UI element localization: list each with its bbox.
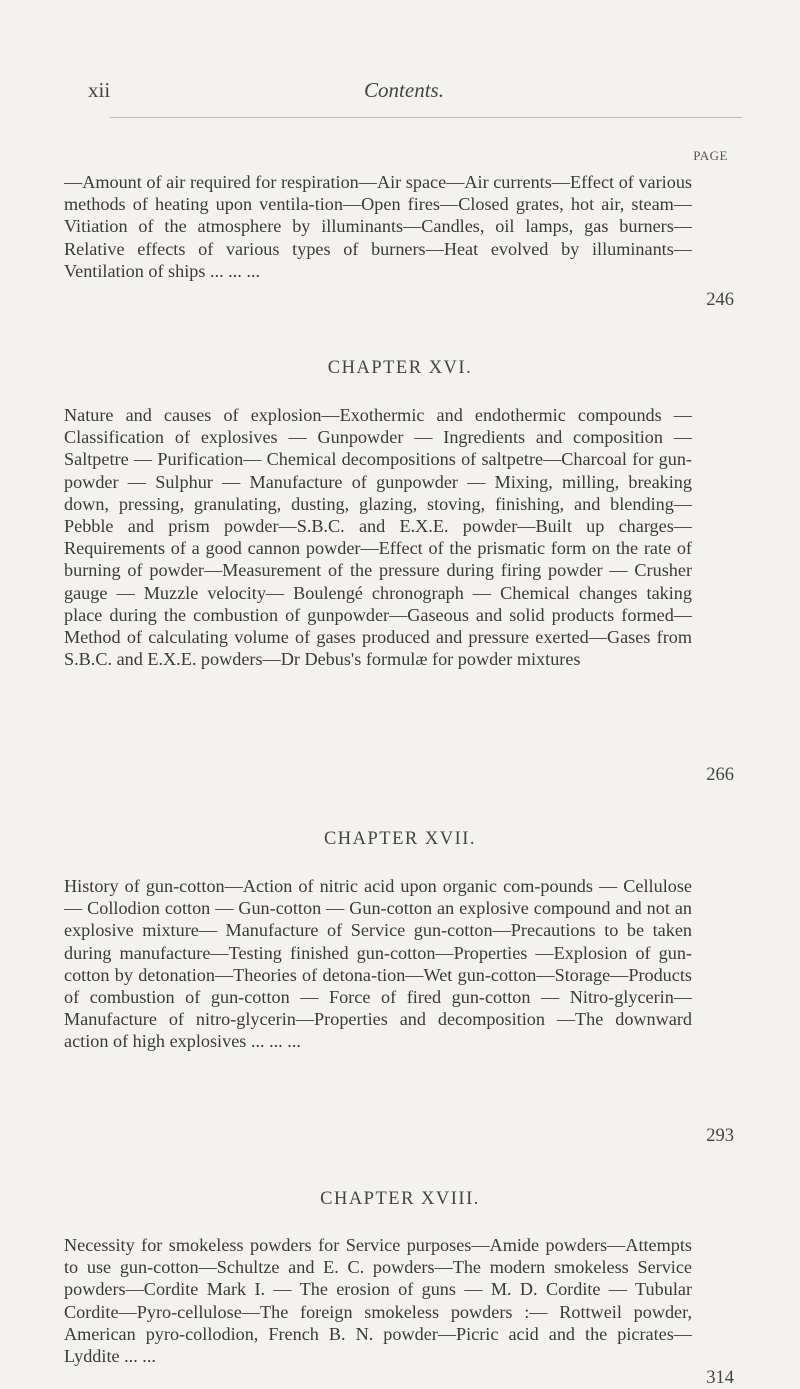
entry-text xyxy=(64,875,692,1053)
entry-text-content: Necessity for smokeless powders for Service purposes—Amide powders—Attempts to use gun-cotton—Schultze and E. C. powders—The modern smokeless Service powders—Cordite Mark I. — The erosion of guns — M. D. Cordite — Tubular Cordite—Pyro-cellulose—The foreign smokeless powders :— Rottweil powder, American pyro-collodion, French B. N. powder—Picric acid and the picrates—Lyddite ... ... xyxy=(64,1235,692,1367)
running-title: Contents. xyxy=(364,78,444,102)
entry-text xyxy=(64,1234,692,1367)
chapter-heading-xvii: CHAPTER XVII. xyxy=(323,829,477,849)
entry-text-content: Nature and causes of explosion—Exothermic and endothermic compounds — Classification of explosives — Gunpowder — Ingredients and composition — Saltpetre — Purification— Chemical decompositions of saltpetre—Charcoal for gun-powder — Sulphur — Manufacture of gunpowder — Mixing, milling, breaking down, pressing, granulating, dusting, glazing, stoving, finishing, and blending—Pebble and prism powder—S.B.C. and E.X.E. powder—Built up charges—Requirements of a good cannon powder—Effect of the prismatic form on the rate of burning of powder—Measurement of the pressure during firing powder — Crusher gauge — Muzzle velocity— Boulengé chronograph — Chemical changes taking place during the combustion of gunpowder—Gaseous and solid products formed—Method of calculating volume of gases produced and pressure exerted—Gases from S.B.C. and E.X.E. powders—Dr Debus's formulæ for powder mixtures xyxy=(64,405,692,670)
page-folio: xii xyxy=(88,78,111,102)
header-rule xyxy=(110,117,742,118)
entry-page-number: 293 xyxy=(706,1126,734,1146)
entry-text xyxy=(64,404,692,670)
entry-text: —Amount of air required for respiration—Air space—Air currents—Effect of various methods of heating upon ventila-tion—Open fires—Closed grates, hot air, steam—Vitiation of the atmosphere by illuminants—Candles, oil lamps, gas burners—Relative effects of various types of burners—Heat evolved by illuminants—Ventilation of ships ... ... ... xyxy=(64,172,692,281)
entry-page-number: 314 xyxy=(706,1368,734,1388)
chapter-heading-xviii: CHAPTER XVIII. xyxy=(320,1189,480,1209)
page-column-label: PAGE xyxy=(693,148,728,163)
chapter-heading-xvi: CHAPTER XVI. xyxy=(327,358,473,378)
entry-text-content: History of gun-cotton—Action of nitric acid upon organic com-pounds — Cellulose — Collodion cotton — Gun-cotton — Gun-cotton an explosive compound and not an explosive mixture— Manufacture of Service gun-cotton—Precautions to be taken during manufacture—Testing finished gun-cotton—Properties —Explosion of gun-cotton by detonation—Theories of detona-tion—Wet gun-cotton—Storage—Products of combustion of gun-cotton — Force of fired gun-cotton — Nitro-glycerin— Manufacture of nitro-glycerin—Properties and decomposition —The downward action of high explosives ... ... ... xyxy=(64,876,692,1052)
entry-page-number: 246 xyxy=(706,290,734,310)
entry-page-number: 266 xyxy=(706,765,734,785)
